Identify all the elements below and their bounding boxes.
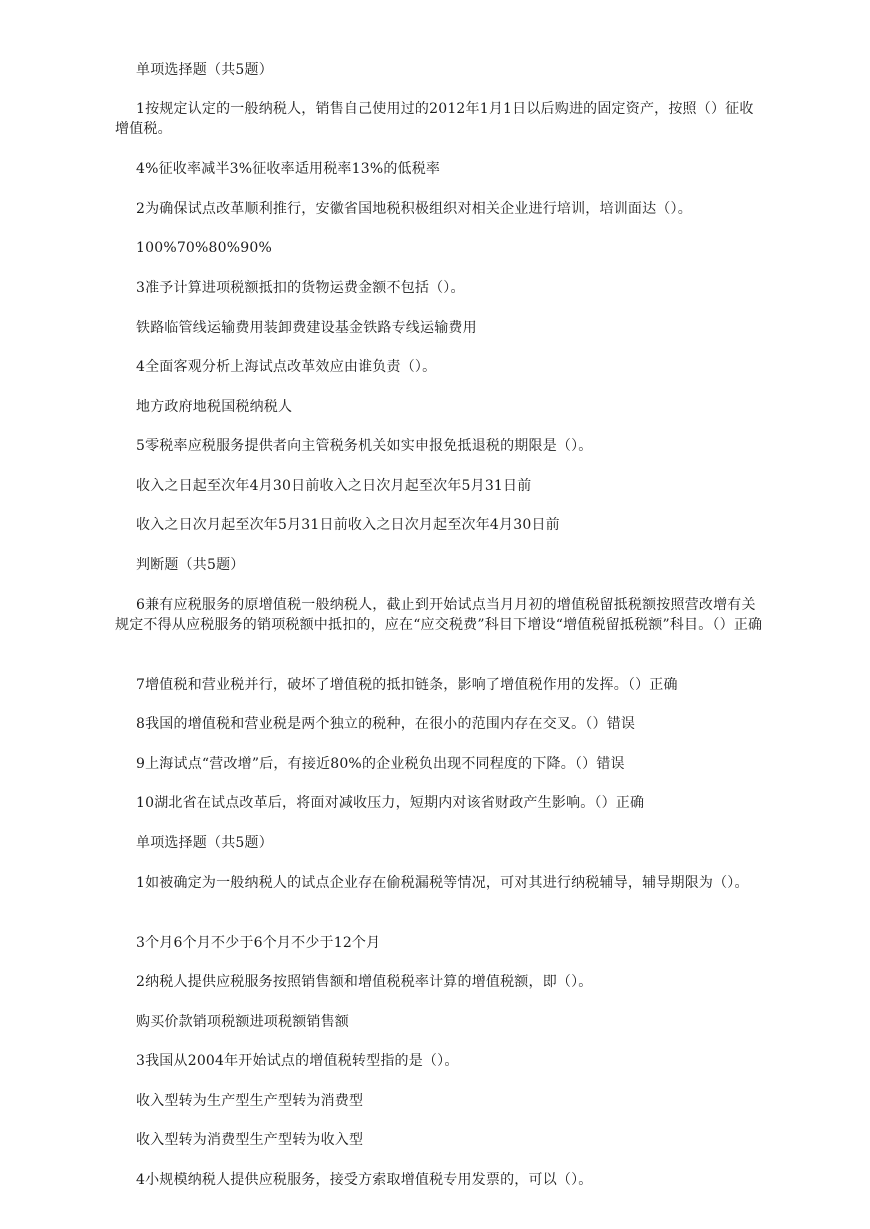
answer-options: 收入型转为消费型生产型转为收入型 — [136, 1132, 364, 1148]
answer-options: 3个月6个月不少于6个月不少于12个月 — [136, 935, 381, 951]
question-text: 2纳税人提供应税服务按照销售额和增值税税率计算的增值税额，即（）。 — [136, 974, 593, 990]
judgment-question: 9上海试点“营改增”后，有接近80%的企业税负出现不同程度的下降。（）错误 — [136, 756, 625, 772]
answer-options: 收入型转为生产型生产型转为消费型 — [136, 1093, 364, 1109]
judgment-question: 7增值税和营业税并行，破坏了增值税的抵扣链条，影响了增值税作用的发挥。（）正确 — [136, 677, 678, 693]
question-text: 3准予计算进项税额抵扣的货物运费金额不包括（）。 — [136, 280, 465, 296]
question-text: 3我国从2004年开始试点的增值税转型指的是（）。 — [136, 1053, 459, 1069]
answer-options: 收入之日起至次年4月30日前收入之日次月起至次年5月31日前 — [136, 478, 532, 494]
question-text: 2为确保试点改革顺利推行，安徽省国地税积极组织对相关企业进行培训，培训面达（）。 — [136, 201, 692, 217]
section-heading: 判断题（共5题） — [136, 557, 245, 573]
section-heading: 单项选择题（共5题） — [136, 62, 273, 78]
section-heading: 单项选择题（共5题） — [136, 835, 273, 851]
judgment-question: 8我国的增值税和营业税是两个独立的税种，在很小的范围内存在交叉。（）错误 — [136, 716, 636, 732]
question-text: 5零税率应税服务提供者向主管税务机关如实申报免抵退税的期限是（）。 — [136, 438, 593, 454]
answer-options: 4%征收率减半3%征收率适用税率13%的低税率 — [136, 161, 441, 177]
answer-options: 收入之日次月起至次年5月31日前收入之日次月起至次年4月30日前 — [136, 517, 560, 533]
question-text: 4小规模纳税人提供应税服务，接受方索取增值税专用发票的，可以（）。 — [136, 1172, 593, 1188]
answer-options: 铁路临管线运输费用装卸费建设基金铁路专线运输费用 — [136, 320, 477, 336]
answer-options: 100%70%80%90% — [136, 240, 272, 256]
question-text: 4全面客观分析上海试点改革效应由谁负责（）。 — [136, 359, 437, 375]
question-text: 1按规定认定的一般纳税人，销售自己使用过的2012年1月1日以后购进的固定资产，按照（）征收增值税。 — [115, 101, 754, 137]
judgment-question: 10湖北省在试点改革后，将面对减收压力，短期内对该省财政产生影响。（）正确 — [136, 795, 645, 811]
question-text: 1如被确定为一般纳税人的试点企业存在偷税漏税等情况，可对其进行纳税辅导，辅导期限为（）。 — [136, 875, 749, 891]
answer-options: 地方政府地税国税纳税人 — [136, 399, 293, 415]
judgment-question: 6兼有应税服务的原增值税一般纳税人，截止到开始试点当月月初的增值税留抵税额按照营改增有关规定不得从应税服务的销项税额中抵扣的，应在“应交税费”科目下增设“增值税留抵税额”科目。（）正确 — [115, 597, 763, 633]
answer-options: 购买价款销项税额进项税额销售额 — [136, 1014, 349, 1030]
